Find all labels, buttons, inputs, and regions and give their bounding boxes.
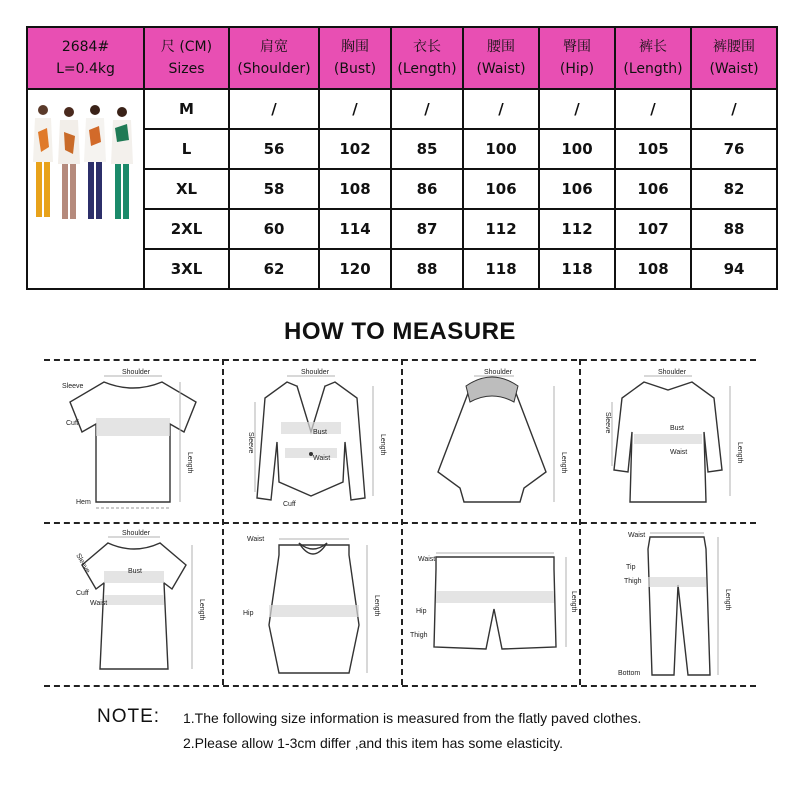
value-cell: / bbox=[539, 89, 615, 129]
value-cell: 112 bbox=[463, 209, 539, 249]
cuff-label: Cuff bbox=[66, 420, 79, 427]
length-label: Length bbox=[724, 589, 731, 611]
header-cell-shoulder: 肩宽 (Shoulder) bbox=[229, 27, 319, 89]
thigh-label: Thigh bbox=[410, 632, 428, 639]
size-chart-header-row bbox=[27, 27, 777, 89]
shoulder-label: Shoulder bbox=[658, 369, 687, 376]
sleeve-label: Sleeve bbox=[74, 552, 92, 575]
product-photo bbox=[27, 89, 144, 289]
value-cell: 107 bbox=[615, 209, 691, 249]
product-models-image bbox=[29, 92, 142, 282]
size-cell: 3XL bbox=[144, 249, 229, 289]
value-cell: 120 bbox=[319, 249, 391, 289]
value-cell: 86 bbox=[391, 169, 463, 209]
dress-diagram bbox=[46, 525, 220, 683]
skirt-diagram bbox=[225, 525, 399, 683]
header-cell-model: 2684# L=0.4kg bbox=[27, 27, 144, 89]
length-label: Length bbox=[198, 599, 205, 621]
cuff-label: Cuff bbox=[283, 501, 296, 508]
header-cell-waist: 腰围 (Waist) bbox=[463, 27, 539, 89]
table-row bbox=[27, 89, 777, 129]
note-block bbox=[97, 706, 641, 728]
value-cell: / bbox=[391, 89, 463, 129]
grid-divider bbox=[44, 685, 756, 687]
hip-label: Hip bbox=[243, 610, 254, 617]
grid-divider bbox=[401, 359, 403, 685]
grid-divider bbox=[44, 359, 756, 361]
value-cell: 56 bbox=[229, 129, 319, 169]
value-cell: 118 bbox=[463, 249, 539, 289]
length-label: Length bbox=[570, 591, 577, 613]
waist-label: Waist bbox=[313, 455, 331, 462]
waist-label: Waist bbox=[670, 449, 688, 456]
bust-label: Bust bbox=[128, 568, 143, 575]
value-cell: 88 bbox=[391, 249, 463, 289]
grid-divider bbox=[579, 359, 581, 685]
value-cell: 108 bbox=[319, 169, 391, 209]
note-line-1: 1.The following size information is measured from the flatly paved clothes. bbox=[183, 710, 642, 726]
bottom-label: Bottom bbox=[618, 670, 641, 677]
value-cell: 106 bbox=[463, 169, 539, 209]
value-cell: 105 bbox=[615, 129, 691, 169]
value-cell: 100 bbox=[463, 129, 539, 169]
hip-label: Hip bbox=[416, 608, 427, 615]
value-cell: / bbox=[463, 89, 539, 129]
shoulder-label: Shoulder bbox=[301, 369, 330, 376]
note-label: NOTE: bbox=[97, 706, 161, 727]
value-cell: 106 bbox=[539, 169, 615, 209]
value-cell: 82 bbox=[691, 169, 777, 209]
value-cell: 60 bbox=[229, 209, 319, 249]
value-cell: 106 bbox=[615, 169, 691, 209]
size-cell: M bbox=[144, 89, 229, 129]
sleeve-label: Sleeve bbox=[247, 432, 254, 454]
hem-label: Hem bbox=[76, 499, 91, 506]
header-cell-sizes: 尺 (CM) Sizes bbox=[144, 27, 229, 89]
value-cell: 87 bbox=[391, 209, 463, 249]
value-cell: 100 bbox=[539, 129, 615, 169]
tip-label: Tip bbox=[626, 564, 636, 571]
trench-coat-diagram bbox=[582, 362, 756, 520]
waist-label: Waist bbox=[418, 556, 436, 563]
value-cell: 58 bbox=[229, 169, 319, 209]
waist-label: Waist bbox=[628, 532, 646, 539]
value-cell: / bbox=[319, 89, 391, 129]
value-cell: 94 bbox=[691, 249, 777, 289]
header-cell-bust: 胸围 (Bust) bbox=[319, 27, 391, 89]
grid-divider bbox=[222, 359, 224, 685]
shorts-diagram bbox=[404, 525, 578, 683]
value-cell: 88 bbox=[691, 209, 777, 249]
sleeve-label: Sleeve bbox=[62, 383, 84, 390]
waist-label: Waist bbox=[247, 536, 265, 543]
size-cell: XL bbox=[144, 169, 229, 209]
cape-coat-diagram bbox=[404, 362, 578, 520]
how-to-measure-title: HOW TO MEASURE bbox=[284, 318, 516, 345]
header-cell-length: 衣长 (Length) bbox=[391, 27, 463, 89]
header-cell-pants-waist: 裤腰围 (Waist) bbox=[691, 27, 777, 89]
length-label: Length bbox=[379, 434, 386, 456]
value-cell: 114 bbox=[319, 209, 391, 249]
length-label: Length bbox=[736, 442, 743, 464]
value-cell: / bbox=[229, 89, 319, 129]
length-label: Length bbox=[560, 452, 567, 474]
value-cell: 112 bbox=[539, 209, 615, 249]
blazer-diagram bbox=[225, 362, 399, 520]
value-cell: 76 bbox=[691, 129, 777, 169]
value-cell: 85 bbox=[391, 129, 463, 169]
value-cell: / bbox=[691, 89, 777, 129]
size-cell: 2XL bbox=[144, 209, 229, 249]
thigh-label: Thigh bbox=[624, 578, 642, 585]
tshirt-diagram bbox=[46, 362, 220, 520]
waist-label: Waist bbox=[90, 600, 108, 607]
pants-diagram bbox=[582, 525, 756, 683]
bust-label: Bust bbox=[670, 425, 685, 432]
value-cell: 102 bbox=[319, 129, 391, 169]
bust-label: Bust bbox=[313, 429, 328, 436]
size-chart-table bbox=[26, 26, 778, 290]
cuff-label: Cuff bbox=[76, 590, 89, 597]
value-cell: 118 bbox=[539, 249, 615, 289]
shoulder-label: Shoulder bbox=[484, 369, 513, 376]
size-cell: L bbox=[144, 129, 229, 169]
header-cell-hip: 臀围 (Hip) bbox=[539, 27, 615, 89]
value-cell: / bbox=[615, 89, 691, 129]
sleeve-label: Sleeve bbox=[604, 412, 611, 434]
value-cell: 108 bbox=[615, 249, 691, 289]
shoulder-label: Shoulder bbox=[122, 369, 151, 376]
note-line-2: 2.Please allow 1-3cm differ ,and this item has some elasticity. bbox=[183, 735, 563, 751]
shoulder-label: Shoulder bbox=[122, 530, 151, 537]
length-label: Length bbox=[186, 452, 193, 474]
value-cell: 62 bbox=[229, 249, 319, 289]
header-cell-pants-length: 裤长 (Length) bbox=[615, 27, 691, 89]
grid-divider bbox=[44, 522, 756, 524]
length-label: Length bbox=[373, 595, 380, 617]
